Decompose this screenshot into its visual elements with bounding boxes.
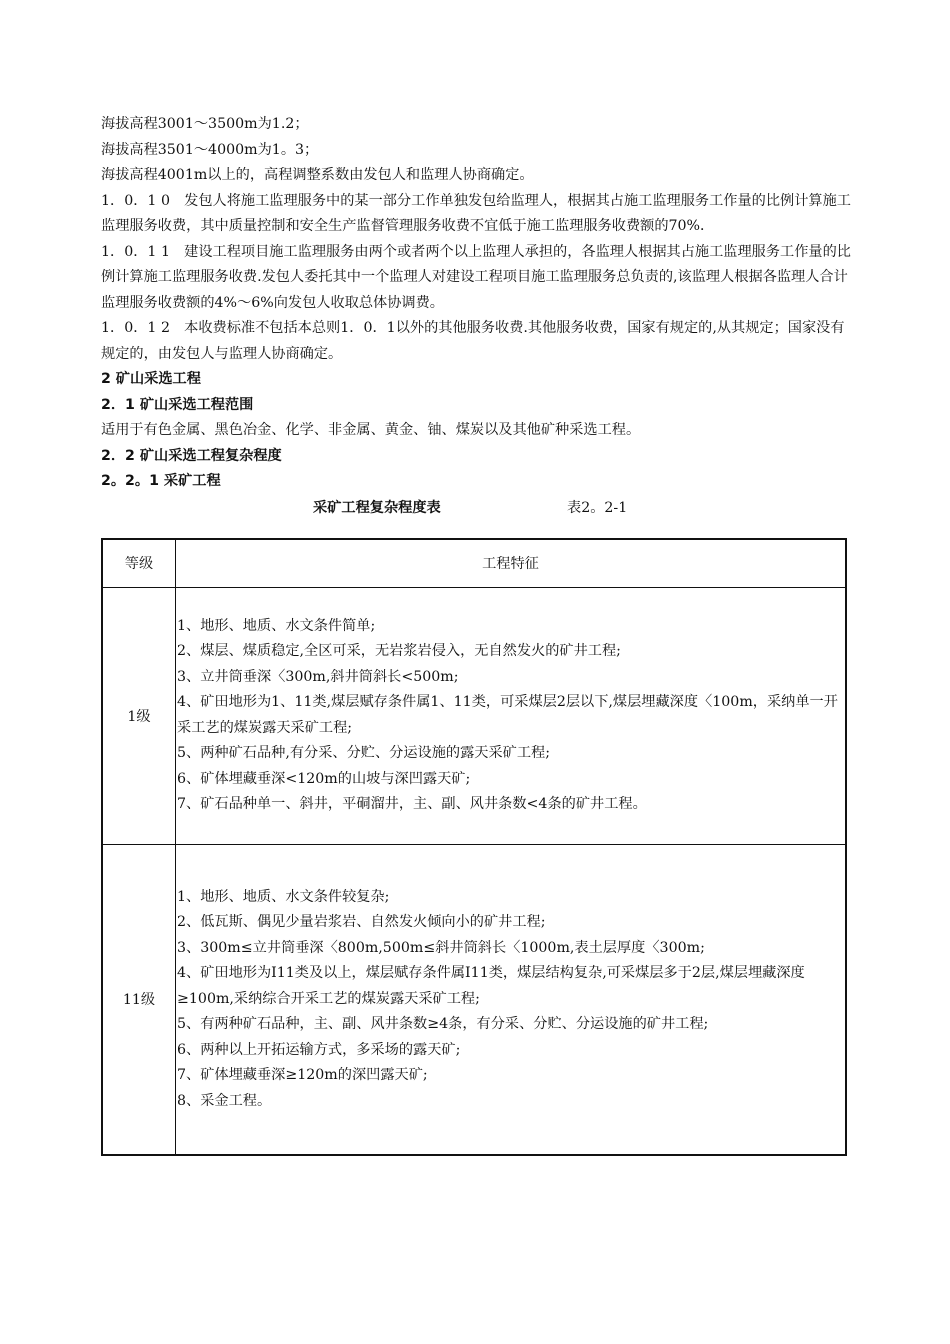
feature-item: 5、有两种矿石品种，主、副、风井条数≥4条，有分采、分贮、分运设施的矿井工程;: [177, 1016, 709, 1032]
paragraph: 海拔高程3001～3500m为1.2；: [101, 116, 309, 132]
table-caption: [101, 495, 851, 521]
header-level: 等级: [102, 539, 176, 587]
level-cell: 1级: [102, 587, 176, 844]
feature-item: 8、采金工程。: [177, 1092, 272, 1109]
complexity-table: [101, 538, 847, 1156]
paragraph: 海拔高程4001m以上的，高程调整系数由发包人和监理人协商确定。: [101, 167, 534, 183]
paragraph: 1．0．1 0 发包人将施工监理服务中的某一部分工作单独发包给监理人，根据其占施工监理服务工作量的比例计算施工监理服务收费，其中质量控制和安全生产监督管理服务收费不宜低于施工监理服务收费额的70%．: [101, 192, 851, 234]
feature-item: 5、两种矿石品种,有分采、分贮、分运设施的露天采矿工程;: [177, 745, 551, 761]
table-header-row: [102, 539, 846, 587]
feature-item: 3、300m≤立井筒垂深〈800m,500m≤斜井筒斜长〈1000m,表土层厚度〈300m;: [177, 939, 705, 956]
feature-item: 2、低瓦斯、偶见少量岩浆岩、自然发火倾向小的矿井工程;: [177, 914, 546, 930]
feature-item: 1、地形、地质、水文条件较复杂;: [177, 888, 390, 905]
feature-item: 6、两种以上开拓运输方式，多采场的露天矿;: [177, 1041, 461, 1058]
section-heading: 2．1 矿山采选工程范围: [101, 396, 254, 413]
table-row: [102, 587, 846, 844]
features-cell: [176, 844, 847, 1155]
section-heading: 2。2。1 采矿工程: [101, 473, 221, 489]
table-number: 表2。2-1: [567, 499, 628, 516]
section-heading: 2 矿山采选工程: [101, 371, 201, 387]
feature-item: 4、矿田地形为I11类及以上，煤层赋存条件属I11类，煤层结构复杂,可采煤层多于2层,煤层埋藏深度≥100m,采纳综合开采工艺的煤炭露天采矿工程;: [177, 965, 805, 1007]
header-features: 工程特征: [176, 539, 847, 587]
feature-item: 7、矿石品种单一、斜井，平硐溜井，主、副、风井条数<4条的矿井工程。: [177, 796, 647, 812]
section-heading: 2．2 矿山采选工程复杂程度: [101, 447, 282, 464]
paragraph: 1．0．1 2 本收费标准不包括本总则1．0．1以外的其他服务收费.其他服务收费，国家有规定的,从其规定；国家没有规定的，由发包人与监理人协商确定。: [101, 320, 845, 362]
feature-item: 7、矿体埋藏垂深≥120m的深凹露天矿;: [177, 1067, 428, 1083]
feature-item: 1、地形、地质、水文条件简单;: [177, 617, 376, 634]
level-cell: 11级: [102, 844, 176, 1155]
document-body: [101, 112, 851, 521]
paragraph: 1．0．1 1 建设工程项目施工监理服务由两个或者两个以上监理人承担的，各监理人根据其占施工监理服务工作量的比例计算施工监理服务收费.发包人委托其中一个监理人对建设工程项目施工监理服务总负责的,该监理人根据各监理人合计监理服务收费额的4%～6%向发包人收取总体协调费。: [101, 243, 851, 311]
section-text: 适用于有色金属、黑色冶金、化学、非金属、黄金、铀、煤炭以及其他矿种采选工程。: [101, 422, 641, 438]
feature-item: 2、煤层、煤质稳定,全区可采，无岩浆岩侵入，无自然发火的矿井工程;: [177, 643, 621, 659]
feature-item: 6、矿体埋藏垂深<120m的山坡与深凹露天矿;: [177, 770, 471, 787]
features-cell: [176, 587, 847, 844]
table-title: 采矿工程复杂程度表: [313, 499, 441, 516]
feature-item: 4、矿田地形为1、11类,煤层赋存条件属1、11类，可采煤层2层以下,煤层埋藏深度〈100m，采纳单一开采工艺的煤炭露天采矿工程;: [177, 694, 838, 736]
table-row: [102, 844, 846, 1155]
paragraph: 海拔高程3501～4000m为1。3；: [101, 141, 319, 158]
feature-item: 3、立井筒垂深〈300m,斜井筒斜长<500m;: [177, 668, 459, 685]
